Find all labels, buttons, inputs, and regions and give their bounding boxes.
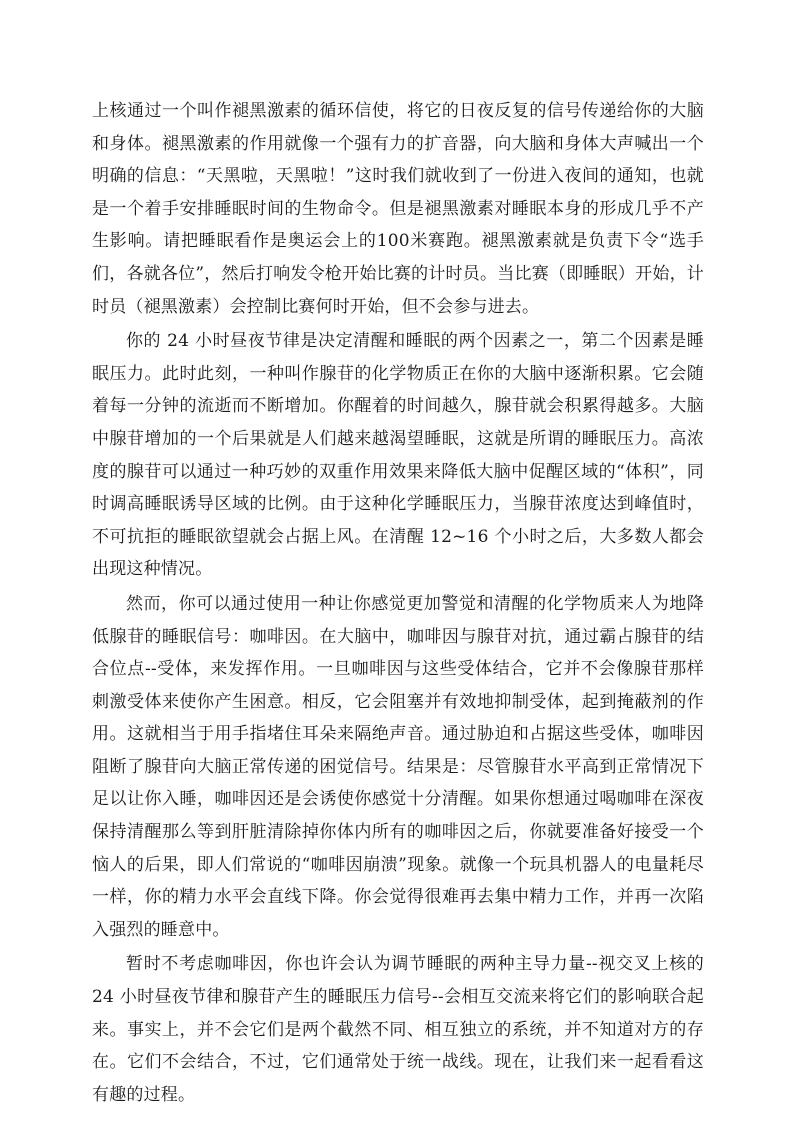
paragraph-caffeine: 然而，你可以通过使用一种让你感觉更加警觉和清醒的化学物质来人为地降低腺苷的睡眠信号：咖啡因。在大脑中，咖啡因与腺苷对抗，通过霸占腺苷的结合位点--受体，来发挥作用。一旦咖啡因与这些受体结合，它并不会像腺苷那样刺激受体来使你产生困意。相反，它会阻塞并有效地抑制受体，起到掩蔽剂的作用。这就相当于用手指堵住耳朵来隔绝声音。通过胁迫和占据这些受体，咖啡因阻断了腺苷向大脑正常传递的困觉信号。结果是：尽管腺苷水平高到正常情况下足以让你入睡，咖啡因还是会诱使你感觉十分清醒。如果你想通过喝咖啡在深夜保持清醒那么等到肝脏清除掉你体内所有的咖啡因之后，你就要准备好接受一个恼人的后果，即人们常说的“咖啡因崩溃”现象。就像一个玩具机器人的电量耗尽一样，你的精力水平会直线下降。你会觉得很难再去集中精力工作，并再一次陷入强烈的睡意中。 xyxy=(92,593,704,940)
paragraph-melatonin: 上核通过一个叫作褪黑激素的循环信使，将它的日夜反复的信号传递给你的大脑和身体。褪黑激素的作用就像一个强有力的扩音器，向大脑和身体大声喊出一个明确的信息：“天黑啦，天黑啦！”这时我们就收到了一份进入夜间的通知，也就是一个着手安排睡眠时间的生物命令。但是褪黑激素对睡眠本身的形成几乎不产生影响。请把睡眠看作是奥运会上的100米赛跑。褪黑激素就是负责下令“选手们，各就各位”，然后打响发令枪开始比赛的计时员。当比赛（即睡眠）开始，计时员（褪黑激素）会控制比赛何时开始，但不会参与进去。 xyxy=(92,101,704,317)
paragraph-two-forces: 暂时不考虑咖啡因，你也许会认为调节睡眠的两种主导力量--视交叉上核的 24 小时昼夜节律和腺苷产生的睡眠压力信号--会相互交流来将它们的影响联合起来。事实上，并不会它们是两个截然不同、相互独立的系统，并不知道对方的存在。它们不会结合，不过，它们通常处于统一战线。现在，让我们来一起看看这有趣的过程。 xyxy=(92,954,704,1105)
paragraph-sleep-pressure: 你的 24 小时昼夜节律是决定清醒和睡眠的两个因素之一，第二个因素是睡眠压力。此时此刻，一种叫作腺苷的化学物质正在你的大脑中逐渐积累。它会随着每一分钟的流逝而不断增加。你醒着的时间越久，腺苷就会积累得越多。大脑中腺苷增加的一个后果就是人们越来越渴望睡眠，这就是所谓的睡眠压力。高浓度的腺苷可以通过一种巧妙的双重作用效果来降低大脑中促醒区域的“体积”，同时调高睡眠诱导区域的比例。由于这种化学睡眠压力，当腺苷浓度达到峰值时，不可抗拒的睡眠欲望就会占据上风。在清醒 12~16 个小时之后，大多数人都会出现这种情况。 xyxy=(92,331,704,580)
document-page xyxy=(92,95,704,1111)
